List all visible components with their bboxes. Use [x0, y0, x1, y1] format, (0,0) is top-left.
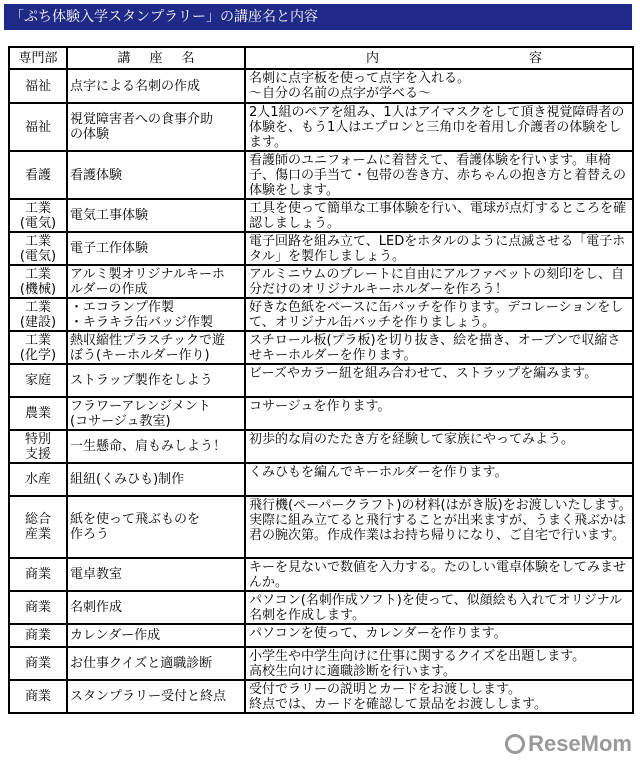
table-row [10, 299, 634, 332]
category-cell [10, 497, 68, 559]
category-cell [10, 648, 68, 681]
header-category: 専門部 [10, 48, 68, 70]
category-cell-text: 福祉 [24, 119, 51, 135]
course-name-cell-text: 電子工作体験 [70, 241, 149, 256]
course-content-cell-text: コサージュを作ります。 [249, 399, 391, 414]
table-row [10, 365, 634, 398]
course-content-cell-text: 電子回路を組み立て、LEDをホタルのように点滅させる「電子ホタル」を製作しましょう。 [249, 234, 626, 264]
course-name-cell [68, 497, 246, 559]
category-cell-text: 商業 [24, 689, 51, 704]
table-row [10, 648, 634, 681]
category-cell-text: 商業 [24, 656, 51, 671]
course-name-cell-text: フラワーアレンジメント (コサージュ教室) [70, 398, 211, 429]
category-cell [10, 592, 68, 625]
course-content-cell [246, 625, 634, 648]
course-name-cell [68, 464, 246, 497]
table-row [10, 70, 634, 104]
category-cell-text: 工業 (化学) [19, 332, 57, 363]
course-name-cell-text: 電気工事体験 [70, 208, 149, 223]
course-content-cell [246, 464, 634, 497]
course-content-cell-text: 好きな色紙をベースに缶バッチを作ります。デコレーションをして、オリジナル缶バッチを作りましょう。 [249, 300, 624, 330]
category-cell-text: 看護 [24, 167, 51, 183]
page-title: 「ぷち体験入学スタンプラリー」の講座名と内容 [4, 4, 632, 30]
course-name-cell [68, 431, 246, 464]
course-content-cell-text: 飛行機(ペーパークラフト)の材料(はがき版)をお渡しいたします。実際に組み立てると飛行することが出来ますが、うまく飛ぶかは君の腕次第。作成作業はお持ち帰りになり、ご自宅で行います。 [249, 498, 632, 543]
course-name-cell-text: 一生懸命、肩もみしよう！ [70, 439, 227, 454]
table-row [10, 625, 634, 648]
category-cell-text: 農業 [24, 406, 51, 421]
course-content-cell [246, 152, 634, 200]
category-cell-text: 特別 支援 [24, 431, 51, 462]
course-name-cell-text: 紙を使って飛ぶものを 作ろう [70, 512, 201, 542]
header-course-char: 名 [181, 50, 195, 66]
course-name-cell [68, 70, 246, 104]
course-name-cell-text: 組紐(くみひも)制作 [70, 472, 185, 487]
table-row [10, 431, 634, 464]
course-content-cell-text: パソコンを使って、カレンダーを作ります。 [249, 626, 507, 641]
category-cell [10, 233, 68, 266]
course-name-cell [68, 398, 246, 431]
course-content-cell-text: ビーズやカラー紐を組み合わせて、ストラップを編みます。 [249, 366, 598, 381]
course-content-cell [246, 299, 634, 332]
course-name-cell-text: 電卓教室 [70, 567, 123, 582]
course-content-cell-text: 2人1組のペアを組み、1人はアイマスクをして頂き視覚障碍者の体験を、もう1人はエプロンと三角巾を着用し介護者の体験をします。 [249, 105, 625, 150]
course-name-cell [68, 200, 246, 233]
category-cell-text: 福祉 [24, 78, 51, 94]
table-row [10, 592, 634, 625]
category-cell [10, 152, 68, 200]
category-cell [10, 332, 68, 365]
course-content-cell [246, 497, 634, 559]
course-name-cell [68, 648, 246, 681]
course-name-cell [68, 104, 246, 152]
course-content-cell-text: 初歩的な肩のたたき方を経験して家族にやってみよう。 [249, 432, 575, 447]
table-row [10, 559, 634, 592]
course-content-cell [246, 104, 634, 152]
course-content-cell [246, 431, 634, 464]
course-content-cell-text: 小学生や中学生向けに仕事に関するクイズを出題します。 高校生向けに適職診断を行います。 [249, 649, 586, 679]
course-name-cell-text: 視覚障害者への食事介助 の体験 [70, 112, 214, 142]
course-content-cell-text: スチロール板(プラ板)を切り抜き、絵を描き、オーブンで収縮させキーホルダーを作ります。 [249, 333, 621, 363]
table-row [10, 104, 634, 152]
course-content-cell [246, 365, 634, 398]
course-content-cell [246, 648, 634, 681]
course-content-cell [246, 266, 634, 299]
course-name-cell [68, 681, 246, 714]
course-name-cell [68, 299, 246, 332]
course-name-cell [68, 365, 246, 398]
course-content-cell [246, 332, 634, 365]
course-content-cell-text: 工具を使って簡単な工事体験を行い、電球が点灯するところを確認しましょう。 [249, 201, 627, 231]
header-content [246, 48, 634, 70]
course-content-cell-text: 受付でラリーの説明とカードをお渡しします。 終点では、カードを確認して景品をお渡しします。 [249, 682, 547, 712]
table-row [10, 233, 634, 266]
table-row [10, 266, 634, 299]
table-row [10, 464, 634, 497]
category-cell [10, 299, 68, 332]
watermark-text: ReseMom [528, 731, 632, 756]
category-cell [10, 681, 68, 714]
course-name-cell [68, 233, 246, 266]
course-content-cell [246, 70, 634, 104]
table-row [10, 200, 634, 233]
category-cell [10, 559, 68, 592]
course-name-cell [68, 559, 246, 592]
course-content-cell-text: 看護師のユニフォームに着替えて、看護体験を行います。車椅子、傷口の手当て・包帯の巻き方、赤ちゃんの抱き方と着替えの体験をします。 [249, 153, 627, 198]
header-course-char: 座 [149, 50, 163, 66]
category-cell [10, 398, 68, 431]
course-content-cell-text: アルミニウムのプレートに自由にアルファベットの刻印をし、自分だけのオリジナルキーホルダーを作ろう！ [249, 267, 625, 297]
table-header-row [10, 48, 634, 70]
course-name-cell-text: ・エコランプ作製 ・キラキラ缶バッジ作製 [70, 299, 214, 330]
course-name-cell-text: お仕事クイズと適職診断 [70, 656, 213, 671]
resemom-watermark [505, 731, 632, 757]
category-cell [10, 266, 68, 299]
header-course [68, 48, 246, 70]
table-row [10, 497, 634, 559]
category-cell [10, 104, 68, 152]
table-row [10, 332, 634, 365]
course-name-cell-text: 点字による名刺の作成 [70, 78, 201, 94]
category-cell-text: 商業 [24, 567, 51, 582]
course-content-cell [246, 200, 634, 233]
course-name-cell-text: 看護体験 [70, 167, 123, 183]
header-content-char: 内 [366, 50, 380, 66]
course-content-cell [246, 681, 634, 714]
course-name-cell-text: ストラップ製作をしよう [70, 373, 213, 388]
table-row [10, 152, 634, 200]
category-cell-text: 水産 [24, 472, 51, 487]
category-cell-text: 工業 (電気) [19, 233, 57, 264]
course-name-cell-text: 熱収縮性プラスチックで遊 ぼう(キーホルダー作り) [70, 332, 225, 363]
category-cell-text: 工業 (機械) [19, 266, 57, 297]
course-content-cell [246, 233, 634, 266]
category-cell-text: 総合 産業 [24, 512, 51, 542]
course-name-cell [68, 266, 246, 299]
category-cell [10, 365, 68, 398]
resemom-logo-icon [505, 734, 525, 754]
header-content-char: 容 [528, 50, 542, 66]
category-cell-text: 商業 [24, 628, 51, 643]
table-row [10, 398, 634, 431]
course-table [8, 46, 634, 714]
course-name-cell-text: 名刺作成 [70, 600, 123, 615]
course-content-cell-text: 名刺に点字板を使って点字を入れる。 〜自分の名前の点字が学べる〜 [249, 71, 471, 101]
header-course-char: 講 [117, 50, 131, 66]
course-content-cell [246, 559, 634, 592]
category-cell-text: 商業 [24, 600, 51, 615]
course-content-cell [246, 592, 634, 625]
category-cell [10, 200, 68, 233]
course-name-cell-text: アルミ製オリジナルキーホ ルダーの作成 [70, 266, 225, 297]
category-cell [10, 70, 68, 104]
category-cell-text: 工業 (電気) [19, 200, 57, 231]
course-content-cell [246, 398, 634, 431]
category-cell-text: 工業 (建設) [19, 299, 57, 330]
category-cell [10, 464, 68, 497]
course-name-cell [68, 152, 246, 200]
table-row [10, 681, 634, 714]
course-name-cell-text: カレンダー作成 [70, 628, 161, 643]
course-name-cell-text: スタンプラリー受付と終点 [70, 689, 227, 704]
course-name-cell [68, 592, 246, 625]
category-cell [10, 625, 68, 648]
course-content-cell-text: くみひもを編んでキーホルダーを作ります。 [249, 465, 508, 480]
course-name-cell [68, 332, 246, 365]
course-name-cell [68, 625, 246, 648]
category-cell [10, 431, 68, 464]
course-content-cell-text: キーを見ないで数値を入力する。たのしい電卓体験をしてみませんか。 [249, 560, 627, 590]
category-cell-text: 家庭 [24, 373, 51, 388]
course-content-cell-text: パソコン(名刺作成ソフト)を使って、似顔絵も入れてオリジナル名刺を作成します。 [249, 593, 622, 623]
